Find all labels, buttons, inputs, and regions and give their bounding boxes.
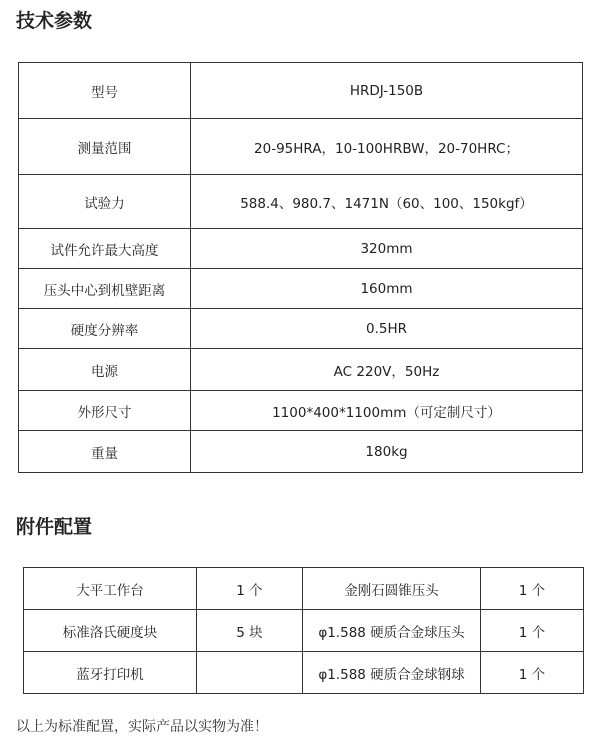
accessory-row [24,610,584,652]
accessory-item: 大平工作台 [24,568,197,610]
section-title-accessories: 附件配置 [16,516,93,538]
spec-label: 重量 [19,431,191,473]
spec-row-force [19,175,583,229]
spec-value: HRDJ-150B [191,63,583,119]
accessory-item: φ1.588 硬质合金球钢球 [303,652,481,694]
section-title-tech-params: 技术参数 [16,10,93,32]
spec-label: 硬度分辨率 [19,309,191,349]
spec-row-range [19,119,583,175]
spec-label: 测量范围 [19,119,191,175]
spec-value: 320mm [191,229,583,269]
spec-value: 180kg [191,431,583,473]
spec-row-resolution [19,309,583,349]
footnote: 以上为标准配置，实际产品以实物为准！ [16,719,268,735]
accessory-qty [197,652,303,694]
spec-value: AC 220V，50Hz [191,349,583,391]
accessory-row [24,652,584,694]
accessory-row [24,568,584,610]
spec-label: 试验力 [19,175,191,229]
spec-table [18,62,583,473]
spec-value: 0.5HR [191,309,583,349]
spec-label: 电源 [19,349,191,391]
accessory-item: 标准洛氏硬度块 [24,610,197,652]
accessory-item: 蓝牙打印机 [24,652,197,694]
accessories-table [23,567,584,694]
spec-value: 20-95HRA，10-100HRBW，20-70HRC； [191,119,583,175]
spec-row-weight [19,431,583,473]
accessory-qty: 1 个 [197,568,303,610]
spec-value: 588.4、980.7、1471N（60、100、150kgf） [191,175,583,229]
spec-value: 1100*400*1100mm（可定制尺寸） [191,391,583,431]
spec-label: 试件允许最大高度 [19,229,191,269]
spec-row-max-height [19,229,583,269]
accessory-item: 金刚石圆锥压头 [303,568,481,610]
spec-label: 型号 [19,63,191,119]
spec-row-model [19,63,583,119]
spec-value: 160mm [191,269,583,309]
accessory-qty: 1 个 [481,610,584,652]
spec-row-dimensions [19,391,583,431]
spec-label: 压头中心到机壁距离 [19,269,191,309]
spec-label: 外形尺寸 [19,391,191,431]
accessory-qty: 1 个 [481,568,584,610]
accessory-item: φ1.588 硬质合金球压头 [303,610,481,652]
spec-row-power [19,349,583,391]
spec-row-throat [19,269,583,309]
accessory-qty: 1 个 [481,652,584,694]
accessory-qty: 5 块 [197,610,303,652]
